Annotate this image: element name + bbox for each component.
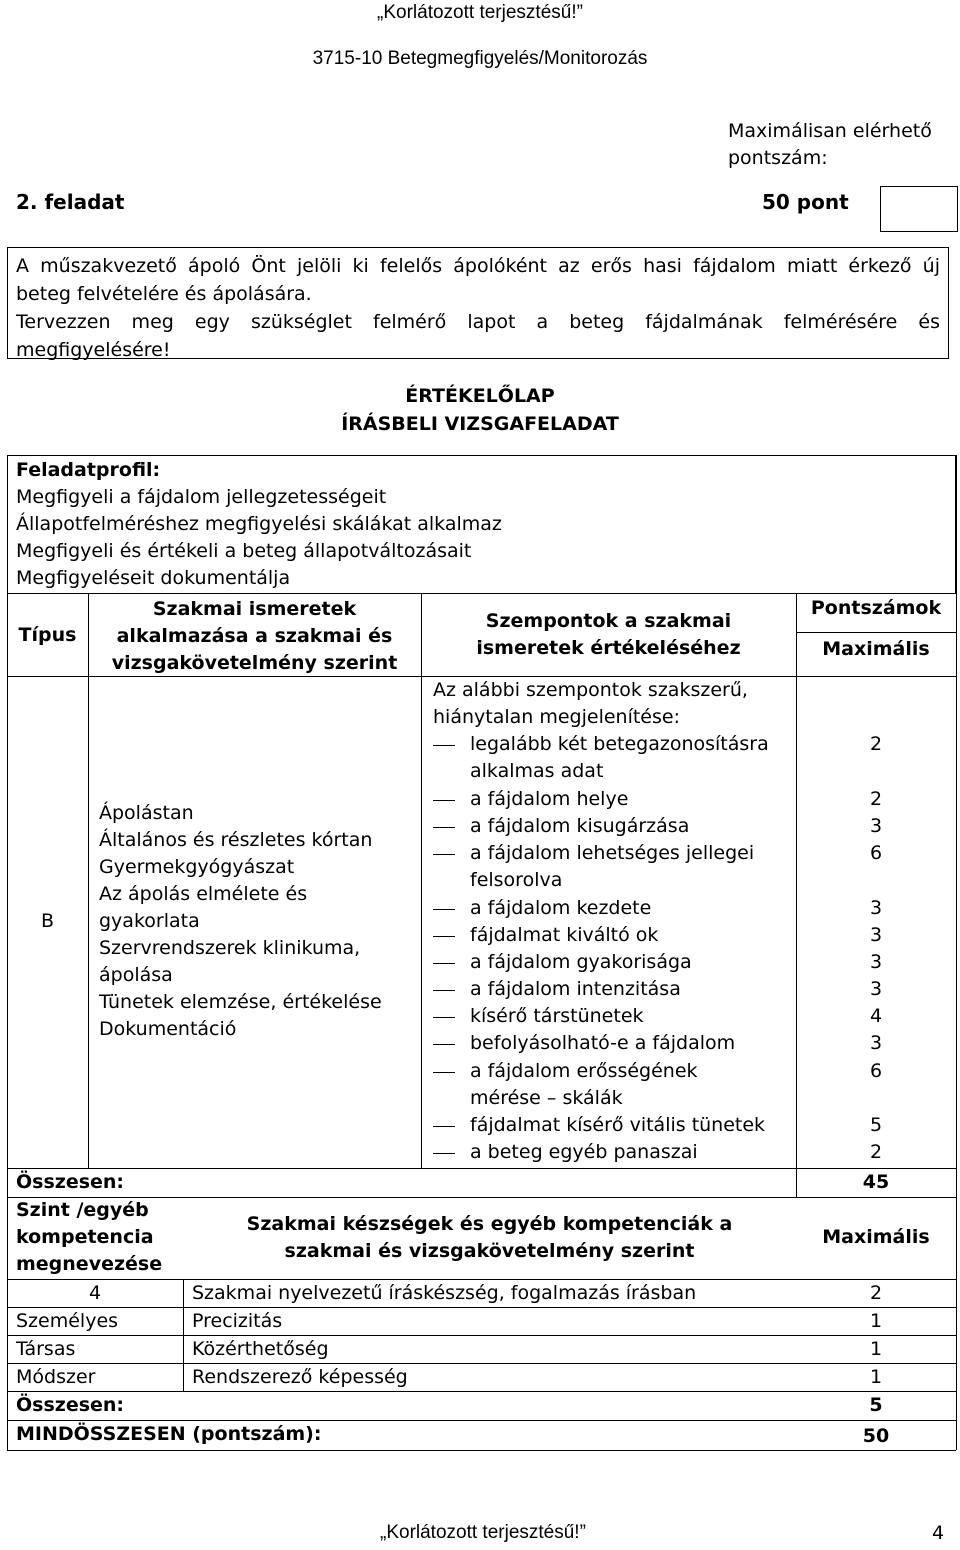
criterion-line: a fájdalom kezdete <box>470 897 652 919</box>
col-criteria-header-line: Szempontok a szakmai <box>485 610 732 632</box>
criteria-intro-line: Az alábbi szempontok szakszerű, <box>433 679 748 701</box>
max-points-label-line2: pontszám: <box>728 147 828 169</box>
col-criteria-header-line: ismeretek értékeléséhez <box>476 637 741 659</box>
table-line <box>796 632 956 633</box>
dash-icon <box>433 827 455 828</box>
criterion-line: a fájdalom lehetséges jellegei <box>470 842 755 864</box>
col-knowledge-header-line: vizsgakövetelmény szerint <box>111 652 398 674</box>
page-number: 4 <box>932 1522 945 1544</box>
criterion-points: 4 <box>869 1005 883 1027</box>
criterion-points: 3 <box>869 897 883 919</box>
max-points-label-line1: Maximálisan elérhető <box>728 120 932 142</box>
score-box[interactable] <box>880 186 958 232</box>
table-line <box>7 593 956 594</box>
type-value: B <box>40 910 55 932</box>
criterion-line: a fájdalom intenzitása <box>470 978 681 1000</box>
criterion-line: alkalmas adat <box>470 760 604 782</box>
level-cell: 4 <box>88 1282 102 1304</box>
task-description-line: Tervezzen meg egy szükséglet felmérő lapot a beteg fájdalmának felmérésére és <box>16 311 940 333</box>
skill-points: 1 <box>869 1366 883 1388</box>
grand-total-label: MINDÖSSZESEN (pontszám): <box>16 1423 322 1445</box>
col-skills-header-line: szakmai és vizsgakövetelmény szerint <box>284 1240 695 1262</box>
level-cell: Társas <box>16 1338 76 1360</box>
col-level-header-line: Szint /egyéb <box>16 1199 149 1221</box>
criterion-points: 3 <box>869 815 883 837</box>
table-line <box>7 1450 956 1451</box>
criterion-line: legalább két betegazonosításra <box>470 733 769 755</box>
criterion-line: befolyásolható-e a fájdalom <box>470 1032 736 1054</box>
dash-icon <box>433 1072 455 1073</box>
knowledge-item: Általános és részletes kórtan <box>99 829 373 851</box>
task-profile <box>7 455 956 593</box>
profile-heading: Feladatprofil: <box>16 459 161 481</box>
subtotal-label-2: Összesen: <box>16 1394 125 1416</box>
col-max-header-2: Maximális <box>822 1226 930 1248</box>
subtotal-value-2: 5 <box>869 1394 883 1416</box>
knowledge-item: Ápolástan <box>99 802 194 824</box>
skill-points: 2 <box>869 1282 883 1304</box>
criterion-points: 3 <box>869 924 883 946</box>
skill-cell: Közérthetőség <box>192 1338 329 1360</box>
dash-icon <box>433 1126 455 1127</box>
criterion-points: 3 <box>869 978 883 1000</box>
dash-icon <box>433 936 455 937</box>
criterion-line: a fájdalom gyakorisága <box>470 951 692 973</box>
dash-icon <box>433 963 455 964</box>
exam-code: 3715-10 Betegmegfigyelés/Monitorozás <box>312 48 648 69</box>
sheet-title-line2: ÍRÁSBELI VIZSGAFELADAT <box>341 413 619 435</box>
criterion-points: 2 <box>869 733 883 755</box>
max-points-label <box>728 118 932 172</box>
task-description-line: megfigyelésére! <box>16 339 171 361</box>
knowledge-list <box>99 800 382 1043</box>
skill-points: 1 <box>869 1338 883 1360</box>
knowledge-item: ápolása <box>99 964 173 986</box>
col-level-header-line: megnevezése <box>16 1253 163 1275</box>
grand-total-value: 50 <box>862 1425 890 1447</box>
task-description <box>7 247 949 359</box>
col-criteria-header <box>421 608 796 662</box>
criterion-line: fájdalmat kísérő vitális tünetek <box>470 1114 766 1136</box>
dash-icon <box>433 909 455 910</box>
criterion-points: 5 <box>869 1114 883 1136</box>
dash-icon <box>433 745 455 746</box>
dash-icon <box>433 800 455 801</box>
knowledge-item: Gyermekgyógyászat <box>99 856 295 878</box>
knowledge-item: Tünetek elemzése, értékelése <box>99 991 382 1013</box>
dash-icon <box>433 1153 455 1154</box>
criterion-line: a fájdalom kisugárzása <box>470 815 690 837</box>
task-title: 2. feladat <box>16 190 125 214</box>
knowledge-item: gyakorlata <box>99 910 200 932</box>
profile-item: Megfigyeli a fájdalom jellegzetességeit <box>16 486 387 508</box>
level-cell: Módszer <box>16 1366 96 1388</box>
task-description-line: A műszakvezető ápoló Önt jelöli ki felelős ápolóként az erős hasi fájdalom miatt érkező új <box>16 255 940 277</box>
criterion-line: felsorolva <box>470 869 563 891</box>
criterion-points: 2 <box>869 788 883 810</box>
skill-cell: Rendszerező képesség <box>192 1366 408 1388</box>
task-points: 50 pont <box>762 190 849 214</box>
knowledge-item: Szervrendszerek klinikuma, <box>99 937 361 959</box>
profile-item: Megfigyeléseit dokumentálja <box>16 567 291 589</box>
col-points-header: Pontszámok <box>810 597 942 619</box>
criterion-line: mérése – skálák <box>470 1087 623 1109</box>
skill-points: 1 <box>869 1310 883 1332</box>
col-skills-header-line: Szakmai készségek és egyéb kompetenciák a <box>246 1213 733 1235</box>
table-line <box>88 593 89 1168</box>
col-skills-header <box>183 1211 796 1265</box>
table-line <box>183 1280 184 1391</box>
criterion-points: 3 <box>869 951 883 973</box>
col-knowledge-header-line: Szakmai ismeretek <box>152 598 357 620</box>
criterion-points: 3 <box>869 1032 883 1054</box>
criterion-line: kísérő társtünetek <box>470 1005 644 1027</box>
criteria-intro <box>433 677 748 731</box>
dash-icon <box>433 1017 455 1018</box>
criterion-points: 2 <box>869 1141 883 1163</box>
criterion-line: a beteg egyéb panaszai <box>470 1141 698 1163</box>
criterion-line: fájdalmat kiváltó ok <box>470 924 659 946</box>
profile-item: Állapotfelméréshez megfigyelési skálákat alkalmaz <box>16 513 502 535</box>
restricted-header: „Korlátozott terjesztésű!” <box>377 2 583 23</box>
col-level-header <box>16 1197 162 1278</box>
criterion-line: a fájdalom helye <box>470 788 629 810</box>
col-knowledge-header <box>88 596 421 677</box>
col-type-header: Típus <box>18 624 77 646</box>
criterion-points: 6 <box>869 842 883 864</box>
table-line <box>796 593 797 1197</box>
sheet-title <box>0 382 960 438</box>
dash-icon <box>433 854 455 855</box>
sheet-title-line1: ÉRTÉKELŐLAP <box>405 385 555 407</box>
col-level-header-line: kompetencia <box>16 1226 154 1248</box>
subtotal-label: Összesen: <box>16 1171 125 1193</box>
col-knowledge-header-line: alkalmazása a szakmai és <box>116 625 393 647</box>
knowledge-item: Az ápolás elmélete és <box>99 883 308 905</box>
knowledge-item: Dokumentáció <box>99 1018 237 1040</box>
skill-cell: Precizitás <box>192 1310 283 1332</box>
table-line <box>956 455 957 1450</box>
criteria-intro-line: hiánytalan megjelenítése: <box>433 706 680 728</box>
task-description-line: beteg felvételére és ápolására. <box>16 283 312 305</box>
restricted-footer: „Korlátozott terjesztésű!” <box>380 1522 586 1543</box>
profile-item: Megfigyeli és értékeli a beteg állapotváltozásait <box>16 540 472 562</box>
table-line <box>421 593 422 1168</box>
criterion-line: a fájdalom erősségének <box>470 1060 698 1082</box>
dash-icon <box>433 1044 455 1045</box>
criterion-points: 6 <box>869 1060 883 1082</box>
skill-cell: Szakmai nyelvezetű íráskészség, fogalmazás írásban <box>192 1282 697 1304</box>
col-max-header: Maximális <box>822 638 930 660</box>
subtotal-value: 45 <box>862 1171 890 1193</box>
dash-icon <box>433 990 455 991</box>
level-cell: Személyes <box>16 1310 119 1332</box>
